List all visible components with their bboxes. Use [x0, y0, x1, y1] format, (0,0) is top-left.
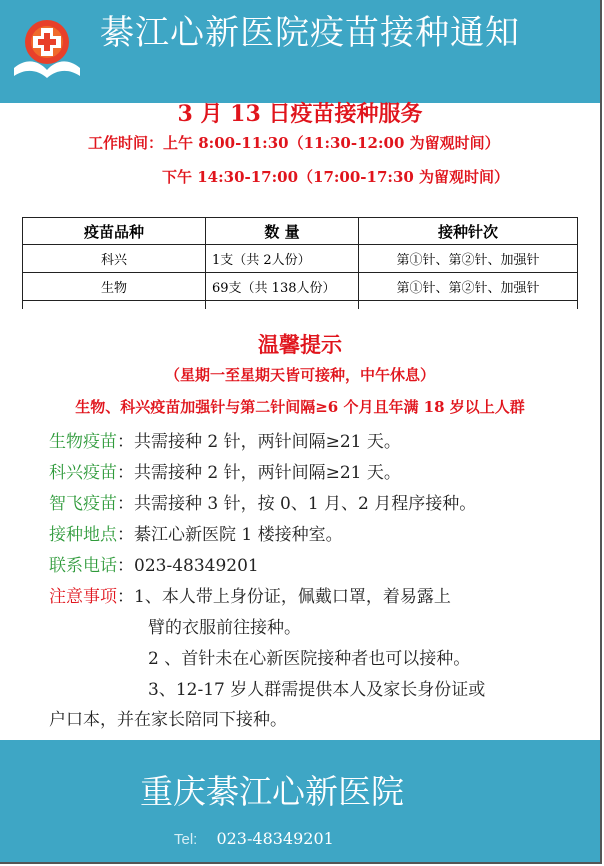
table-cell-empty	[359, 301, 578, 310]
info-notes-line2: 臂的衣服前往接种。	[148, 618, 301, 638]
service-title: 3 月 13 日疫苗接种服务	[177, 101, 423, 127]
working-hours-afternoon: 下午 14:30-17:00（17:00-17:30 为留观时间）	[162, 168, 510, 186]
footer-phone	[174, 828, 334, 851]
info-key-kexing: 科兴疫苗	[49, 463, 117, 483]
info-value-shengwu: ：共需接种 2 针，两针间隔≥21 天。	[117, 432, 401, 452]
info-value-location: ：綦江心新医院 1 楼接种室。	[117, 525, 343, 545]
table-row-empty	[23, 301, 578, 310]
info-key-location: 接种地点	[49, 525, 117, 545]
info-value-phone: ：023-48349201	[117, 556, 259, 576]
info-value-zhifei: ：共需接种 3 针，按 0、1 月、2 月程序接种。	[117, 494, 477, 514]
tips-title: 温馨提示	[258, 332, 342, 357]
vaccine-table	[22, 217, 578, 309]
working-hours-morning: 工作时间：上午 8:00-11:30（11:30-12:00 为留观时间）	[88, 134, 500, 152]
info-notes-line1: ：1、本人带上身份证，佩戴口罩，着易露上	[117, 587, 451, 607]
table-cell-quantity: 69支（共 138人份）	[206, 273, 359, 301]
table-cell-empty	[206, 301, 359, 310]
table-cell-vaccine: 生物	[23, 273, 206, 301]
table-cell-empty	[23, 301, 206, 310]
column-header-quantity: 数 量	[206, 218, 359, 245]
hospital-logo	[8, 14, 86, 80]
page-title: 綦江心新医院疫苗接种通知	[100, 13, 520, 53]
info-key-phone: 联系电话	[49, 556, 117, 576]
table-header-row	[23, 218, 578, 245]
tips-booster-note: 生物、科兴疫苗加强针与第二针间隔≥6 个月且年满 18 岁以上人群	[75, 398, 525, 416]
column-header-dose: 接种针次	[359, 218, 578, 245]
info-key-zhifei: 智飞疫苗	[49, 494, 117, 514]
info-zhifei	[49, 492, 476, 516]
info-notes-line4: 3、12-17 岁人群需提供本人及家长身份证或	[148, 680, 486, 700]
table-cell-dose: 第①针、第②针、加强针	[359, 245, 578, 273]
footer-tel-label: Tel:	[174, 831, 198, 848]
table-cell-vaccine: 科兴	[23, 245, 206, 273]
info-phone	[49, 554, 259, 578]
info-notes	[49, 585, 451, 609]
info-notes-line5: 户口本，并在家长陪同下接种。	[49, 710, 287, 730]
footer-hospital-name: 重庆綦江心新医院	[140, 772, 404, 811]
info-location	[49, 523, 343, 547]
info-notes-line3: 2 、首针未在心新医院接种者也可以接种。	[148, 649, 471, 669]
column-header-vaccine-type: 疫苗品种	[23, 218, 206, 245]
info-key-shengwu: 生物疫苗	[49, 432, 117, 452]
info-value-kexing: ：共需接种 2 针，两针间隔≥21 天。	[117, 463, 401, 483]
tips-schedule-note: （星期一至星期天皆可接种，中午休息）	[164, 366, 435, 384]
footer-tel-number: 023-48349201	[216, 829, 334, 848]
info-kexing	[49, 461, 401, 485]
table-row	[23, 245, 578, 273]
table-cell-dose: 第①针、第②针、加强针	[359, 273, 578, 301]
info-shengwu	[49, 430, 401, 454]
table-row	[23, 273, 578, 301]
table-cell-quantity: 1支（共 2人份）	[206, 245, 359, 273]
info-key-notes: 注意事项	[49, 587, 117, 607]
